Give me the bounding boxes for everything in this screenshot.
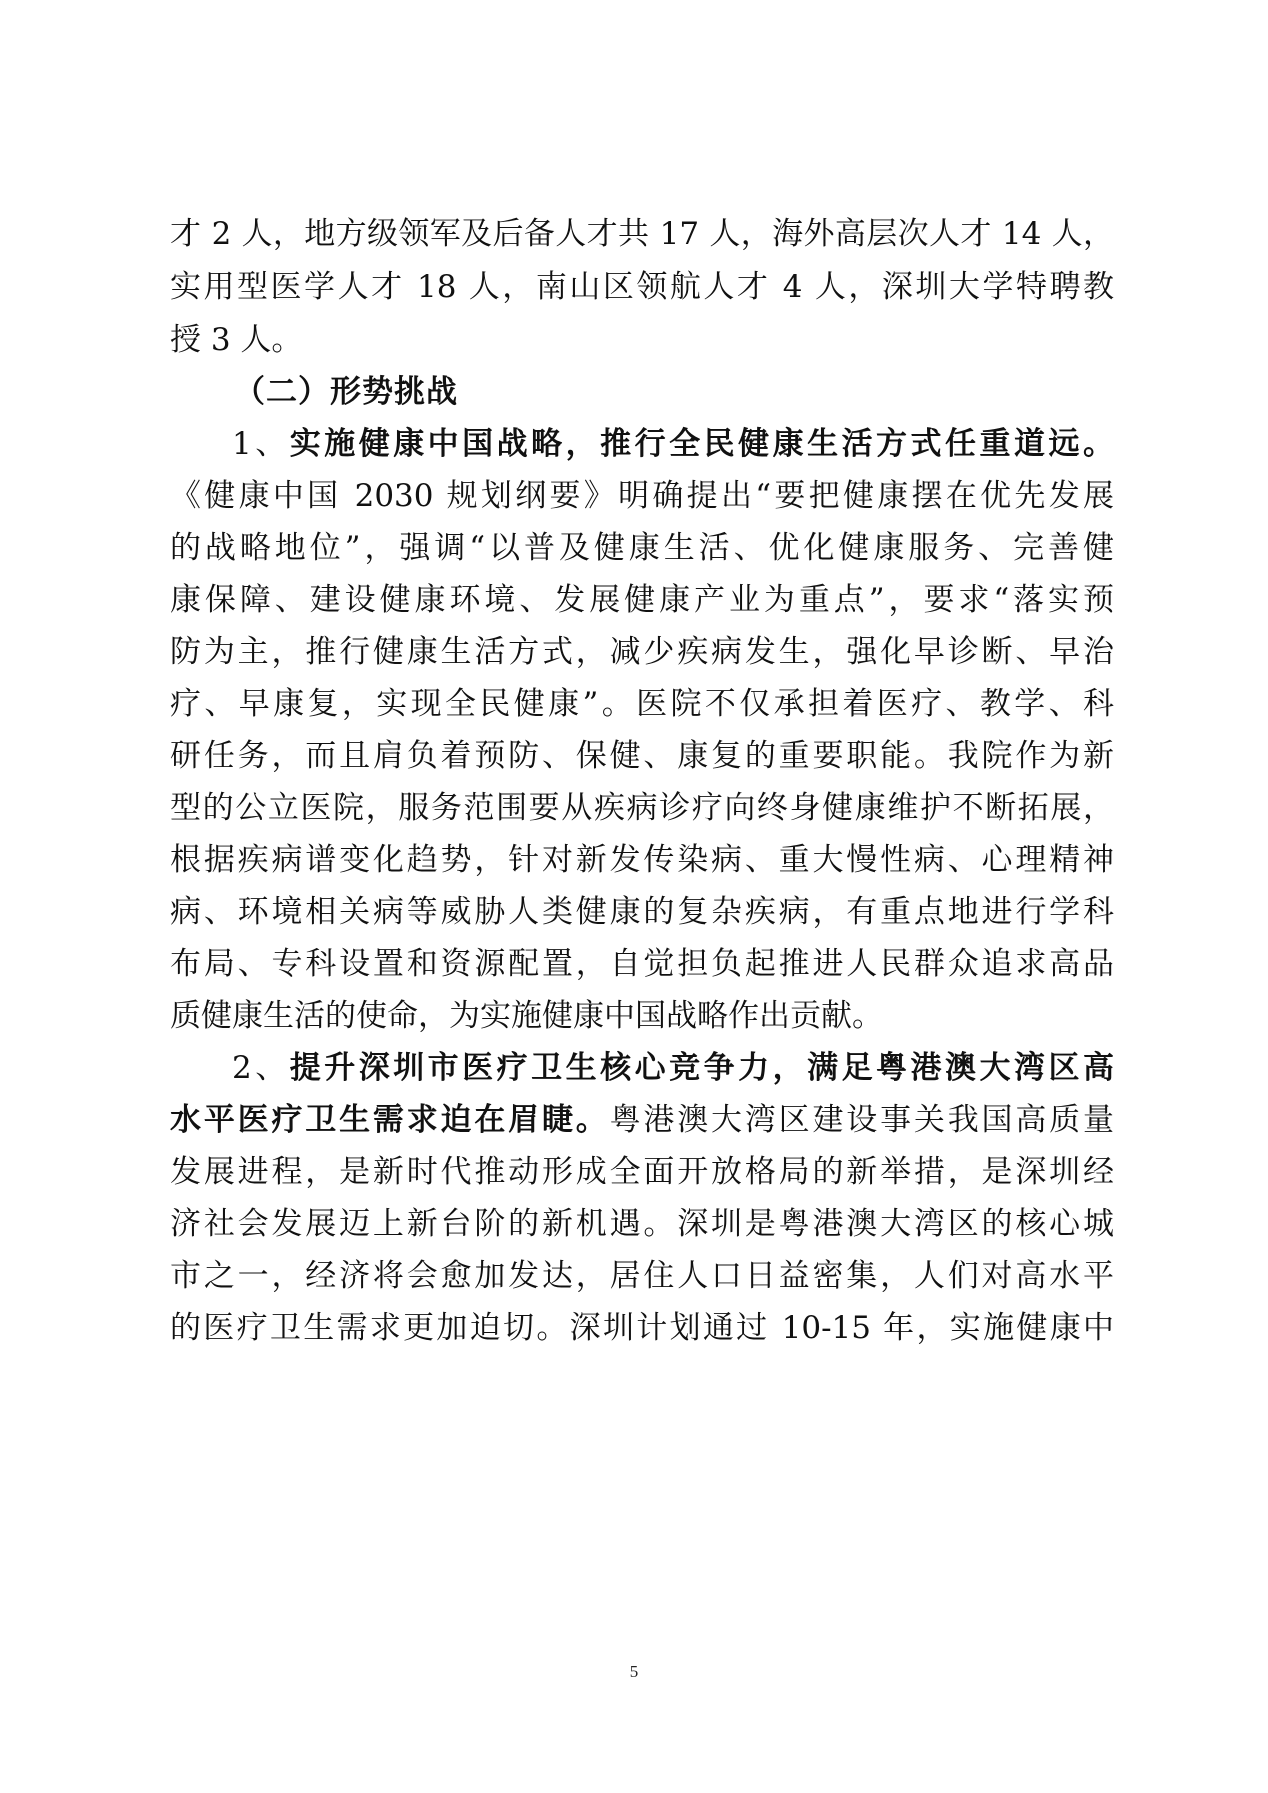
item-2-title-end: 水平医疗卫生需求迫在眉睫。 (170, 1102, 610, 1138)
body-line: 济社会发展迈上新台阶的新机遇。深圳是粤港澳大湾区的核心城 (170, 1206, 1114, 1242)
body-line: 授 3 人。 (170, 322, 303, 358)
body-line: 病、环境相关病等威胁人类健康的复杂疾病，有重点地进行学科 (170, 894, 1114, 930)
body-line: 发展进程，是新时代推动形成全面开放格局的新举措，是深圳经 (170, 1154, 1114, 1190)
item-2-text: 粤港澳大湾区建设事关我国高质量 (609, 1102, 1114, 1138)
item-1-title: 实施健康中国战略，推行全民健康生活方式任重道远。 (289, 426, 1115, 462)
item-1-number: 1、 (232, 426, 290, 462)
item-2-heading-continuation (170, 1090, 1114, 1150)
body-line: 型的公立医院，服务范围要从疾病诊疗向终身健康维护不断拓展， (170, 790, 1114, 826)
item-2-heading-line (232, 1038, 1114, 1098)
body-line: 康保障、建设健康环境、发展健康产业为重点”，要求“落实预 (170, 582, 1114, 618)
body-line: 布局、专科设置和资源配置，自觉担负起推进人民群众追求高品 (170, 946, 1114, 982)
body-line: 《健康中国 2030 规划纲要》明确提出“要把健康摆在优先发展 (170, 478, 1114, 514)
body-line: 实用型医学人才 18 人，南山区领航人才 4 人，深圳大学特聘教 (170, 269, 1114, 305)
body-line: 的战略地位”，强调“以普及健康生活、优化健康服务、完善健 (170, 530, 1114, 566)
section-heading: （二）形势挑战 (234, 374, 458, 410)
item-1-heading-line (232, 414, 1114, 474)
body-line: 根据疾病谱变化趋势，针对新发传染病、重大慢性病、心理精神 (170, 842, 1114, 878)
item-2-title: 提升深圳市医疗卫生核心竞争力，满足粤港澳大湾区高 (289, 1050, 1115, 1086)
body-line: 质健康生活的使命，为实施健康中国战略作出贡献。 (170, 998, 883, 1034)
item-2-number: 2、 (232, 1050, 290, 1086)
body-line: 的医疗卫生需求更加迫切。深圳计划通过 10-15 年，实施健康中 (170, 1310, 1114, 1346)
body-line: 防为主，推行健康生活方式，减少疾病发生，强化早诊断、早治 (170, 634, 1114, 670)
page-number: 5 (629, 1662, 639, 1681)
body-line: 疗、早康复，实现全民健康”。医院不仅承担着医疗、教学、科 (170, 686, 1114, 722)
body-line: 研任务，而且肩负着预防、保健、康复的重要职能。我院作为新 (170, 738, 1114, 774)
body-line: 才 2 人，地方级领军及后备人才共 17 人，海外高层次人才 14 人， (170, 216, 1114, 252)
body-line: 市之一，经济将会愈加发达，居住人口日益密集，人们对高水平 (170, 1258, 1114, 1294)
